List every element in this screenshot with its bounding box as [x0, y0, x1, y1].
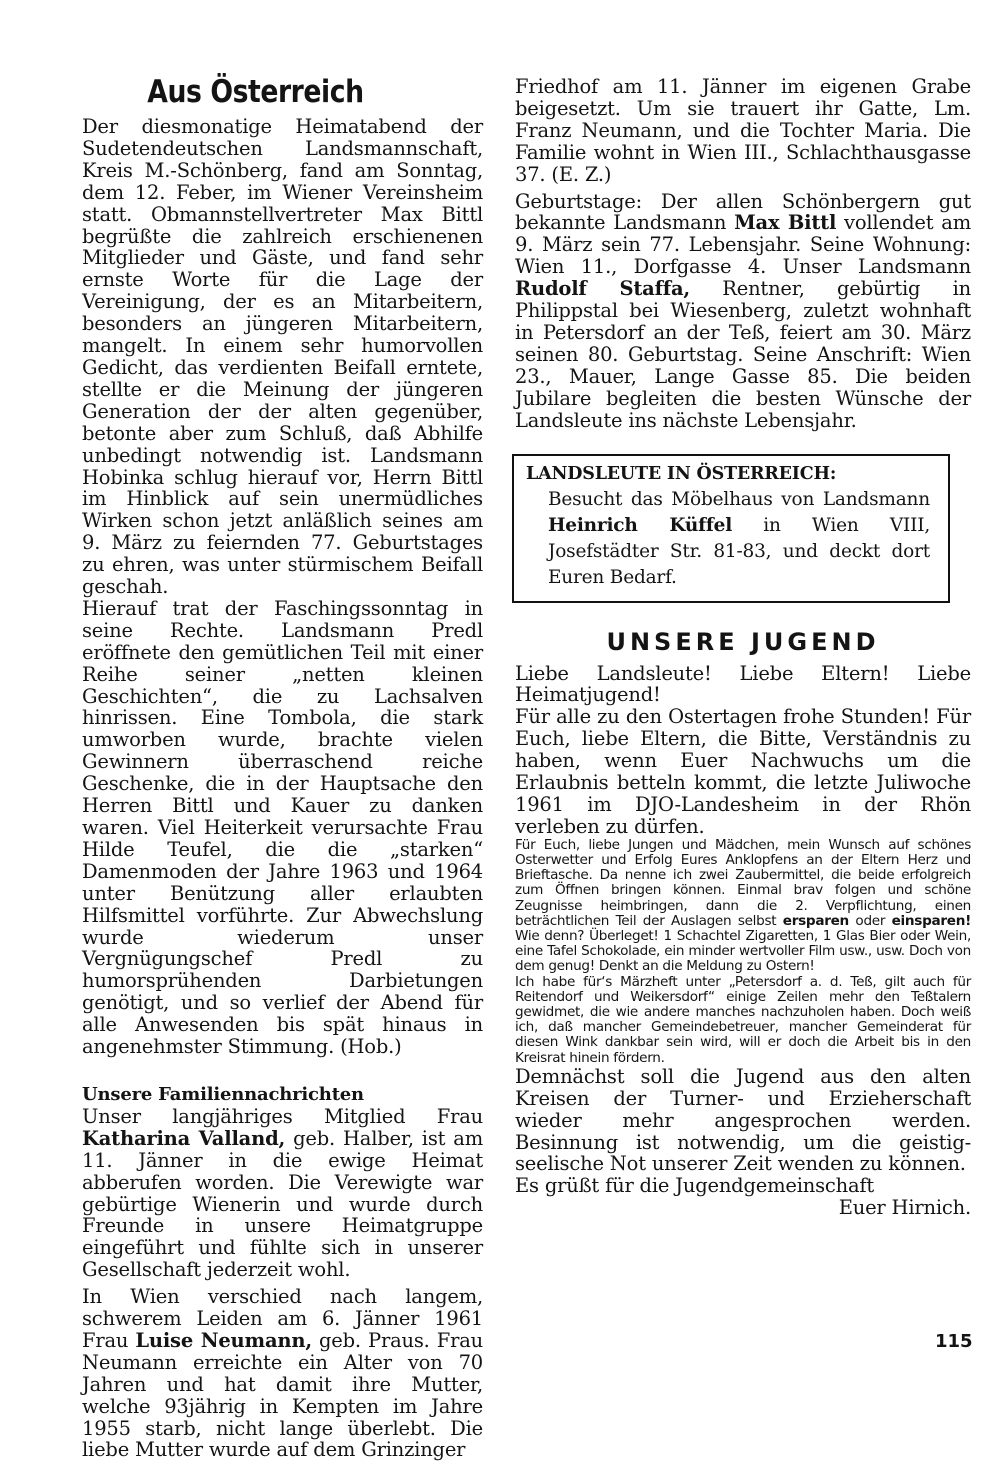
person-name: Max Bittl — [734, 211, 837, 235]
person-name: Rudolf Staffa, — [515, 277, 690, 301]
section-title-aus-oesterreich: Aus Österreich — [147, 74, 364, 110]
youth-paragraph: Für alle zu den Ostertagen frohe Stunden! Für Euch, liebe Eltern, die Bitte, Verständnis zu haben, wenn Euer Nachwuchs um die Erlaubnis betteln kommt, die letzte Juliwoche 1961 im DJO-Landesheim in der Rhön verleben zu dürfen. — [515, 705, 971, 838]
text: Unser langjähriges Mitglied Frau — [82, 1104, 483, 1128]
text: in Wien VIII, Josefstädter Str. 81-83, und deckt dort Euren Bedarf. — [548, 514, 930, 588]
family-news-paragraph-1 — [82, 1106, 483, 1281]
text: Für Euch, liebe Jungen und Mädchen, mein Wunsch auf schönes Osterwetter und Erfolg Eures Anklopfens an der Eltern Herz und Brieftasche. Da nenne ich zwei Zaubermittel, die beide erfolgreich zum Öffnen bringen können. Einmal brav folgen und schöne Zeugnisse heimbringen, dann die 2. Verpflichtung, einen beträchtlichen Teil der Auslagen selbst — [515, 836, 971, 929]
emphasis: einsparen! — [891, 912, 971, 929]
advertisement-box — [512, 454, 950, 603]
youth-small-print — [515, 838, 971, 1066]
youth-sign-off: Es grüßt für die Jugendgemeinschaft — [515, 1174, 875, 1198]
emphasis: ersparen — [782, 912, 849, 929]
page-number: 115 — [935, 1331, 973, 1352]
right-column — [515, 76, 971, 1219]
left-column — [28, 74, 483, 1461]
ad-body — [526, 487, 930, 591]
section-title-unsere-jugend: UNSERE JUGEND — [606, 627, 880, 656]
small-print-paragraph-2: Ich habe für‘s Märzheft unter „Petersdorf a. d. Teß, gilt auch für Reitendorf und Weikersdorf“ einige Zeilen mehr den Teßtalern gewidmet, die wie andere manches nachzuholen haben. Doch weiß ich, daß mancher Gemeindebetreuer, mancher Gemeinderat für diesen Wink dankbar sein wird, will er doch die Arbeit bis in den Kreisrat hinein fördern. — [515, 973, 971, 1066]
ad-title: LANDSLEUTE IN ÖSTERREICH: — [526, 463, 837, 484]
small-print-paragraph-1 — [515, 838, 971, 975]
text: geb. Praus. Frau Neumann erreichte ein Alter von 70 Jahren und hat damit ihre Mutter, welche 93jährig in Kempten im Jahre 1955 starb, nicht lange überlebt. Die liebe Mutter wurde auf dem Grinzinger — [82, 1328, 483, 1461]
report-paragraph-2: Hierauf trat der Faschingssonntag in seine Rechte. Landsmann Predl eröffnete den gemütlichen Teil mit einer Reihe seiner „netten kleinen Geschichten“, die zu Lachsalven hinrissen. Eine Tombola, die stark umworben wurde, brachte vielen Gewinnern überraschend reiche Geschenke, die in der Hauptsache den Herren Bittl und Kauer zu danken waren. Viel Heiterkeit verursachte Frau Hilde Teufel, die die „starken“ Damenmoden der Jahre 1963 und 1964 unter Benützung aller erlaubten Hilfsmittel vorführte. Zur Abwechslung wurde wiederum unser Vergnügungschef Predl zu humorsprühenden Darbietungen genötigt, und so verlief der Abend für alle Anwesenden bis spät hinaus in angenehmster Stimmung. (Hob.) — [82, 596, 483, 1059]
person-name: Katharina Valland, — [82, 1126, 286, 1150]
family-news-heading: Unsere Familiennachrichten — [82, 1083, 364, 1105]
text: Wie denn? Überleget! 1 Schachtel Zigaretten, 1 Glas Bier oder Wein, eine Tafel Schokolade, ein minder wertvoller Film usw., usw. Doch von dem genug! Denkt an die Meldung zu Ostern! — [515, 927, 971, 975]
obituary-continuation: Friedhof am 11. Jänner im eigenen Grabe beigesetzt. Um sie trauert ihr Gatte, Lm. Franz Neumann, und die Tochter Maria. Die Familie wohnt in Wien III., Schlachthausgasse 37. (E. Z.) — [515, 75, 971, 186]
text: Besucht das Möbelhaus von Landsmann — [548, 488, 930, 510]
youth-closing: Demnächst soll die Jugend aus den alten Kreisen der Turner- und Erzieherschaft wieder mehr angesprochen werden. Besinnung ist notwendig, um die geistig-seelische Not unserer Zeit wenden zu können. — [515, 1064, 971, 1176]
birthdays-paragraph — [515, 191, 971, 432]
signature: Euer Hirnich. — [838, 1196, 971, 1220]
text: geb. Halber, ist am 11. Jänner in die ewige Heimat abberufen worden. Die Verewigte war gebürtige Wienerin und wurde durch Freunde in unsere Heimatgruppe eingeführt und fühlte sich in unserer Gesellschaft jederzeit wohl. — [82, 1126, 483, 1282]
family-news-paragraph-2 — [82, 1286, 483, 1461]
report-paragraph-1: Der diesmonatige Heimatabend der Sudetendeutschen Landsmannschaft, Kreis M.-Schönberg, fand am Sonntag, dem 12. Feber, im Wiener Vereinsheim statt. Obmannstellvertreter Max Bittl begrüßte die zahlreich erschienenen Mitglieder und Gäste, und fand sehr ernste Worte für die Lage der Vereinigung, der es an Mitarbeitern, besonders an jüngeren Mitarbeitern, mangelt. In einem sehr humorvollen Gedicht, das verdienten Beifall erntete, stellte er die Meinung der jüngeren Generation der der alten gegenüber, betonte aber zum Schluß, daß Abhilfe unbedingt notwendig ist. Landsmann Hobinka schlug hierauf vor, Herrn Bittl im Hinblick auf sein unermüdliches Wirken schon jetzt anläßlich seines am 9. März zu feiernden 77. Geburtstages zu ehren, was unter stürmischem Beifall geschah. — [82, 115, 483, 599]
text: Geburtstage: Der allen Schönbergern gut bekannte Landsmann — [515, 189, 971, 235]
youth-greeting: Liebe Landsleute! Liebe Eltern! Liebe Heimatjugend! — [515, 661, 971, 707]
left-column-body — [28, 116, 483, 1461]
person-name: Luise Neumann, — [135, 1328, 312, 1352]
text: vollendet am 9. März sein 77. Lebensjahr. Seine Wohnung: Wien 11., Dorfgasse 4. Unser Landsmann — [515, 211, 971, 279]
spacer — [82, 1058, 483, 1084]
text: Rentner, gebürtig in Philippstal bei Wiesenberg, zuletzt wohnhaft in Petersdorf an der Teß, feiert am 30. März seinen 80. Geburtstag. Seine Anschrift: Wien 23., Mauer, Lange Gasse 85. Die beiden Jubilare begleiten die besten Wünsche der Landsleute ins nächste Lebensjahr. — [515, 277, 971, 432]
person-name: Heinrich Küffel — [548, 514, 733, 536]
text: oder — [848, 912, 892, 929]
text: In Wien verschied nach langem, schwerem Leiden am 6. Jänner 1961 Frau — [82, 1285, 483, 1352]
